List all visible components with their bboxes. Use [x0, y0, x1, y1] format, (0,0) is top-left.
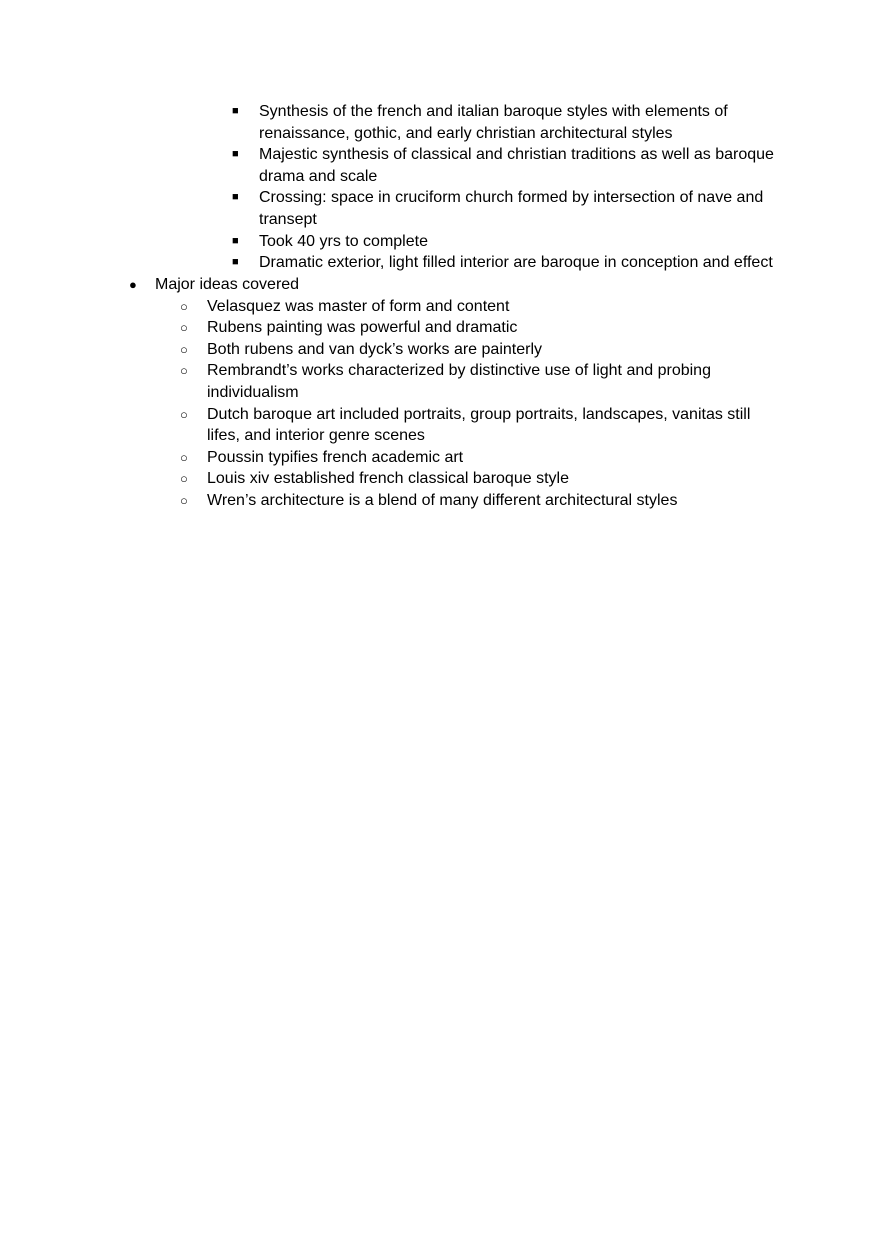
list-item-text: Rubens painting was powerful and dramatic: [207, 319, 518, 337]
list-item-text: Poussin typifies french academic art: [207, 448, 464, 466]
list-item-text: Synthesis of the french and italian baroque styles with elements of renaissance, gothic, and early christian architectural styles: [259, 103, 728, 142]
list-item: [180, 360, 767, 403]
major-ideas-list: [129, 274, 805, 512]
circle-bullet-icon: ○: [180, 363, 188, 379]
square-bullet-icon: ■: [232, 256, 239, 269]
list-item: [180, 468, 767, 490]
list-item: [180, 296, 767, 318]
major-ideas-heading: Major ideas covered: [155, 276, 300, 293]
list-item-text: Took 40 yrs to complete: [259, 232, 428, 250]
major-ideas-section: [129, 274, 805, 512]
list-item: [180, 404, 767, 447]
major-ideas-items: [180, 296, 767, 512]
list-item-text: Wren’s architecture is a blend of many different architectural styles: [207, 491, 678, 509]
circle-bullet-icon: ○: [180, 341, 188, 357]
list-item-text: Velasquez was master of form and content: [207, 297, 510, 315]
circle-bullet-icon: ○: [180, 406, 188, 422]
list-item: [180, 490, 767, 512]
list-item-text: Majestic synthesis of classical and christian traditions as well as baroque drama and scale: [259, 146, 774, 185]
list-item-text: Dutch baroque art included portraits, group portraits, landscapes, vanitas still lifes, and interior genre scenes: [207, 405, 751, 445]
circle-bullet-icon: ○: [180, 449, 188, 465]
list-item: [180, 339, 767, 361]
list-item: [232, 252, 789, 274]
square-bullet-icon: ■: [232, 191, 239, 204]
list-item: [232, 144, 789, 187]
circle-bullet-icon: ○: [180, 320, 188, 336]
list-item: [180, 317, 767, 339]
square-bullet-icon: ■: [232, 105, 239, 117]
architecture-points-list: [232, 101, 789, 274]
square-bullet-icon: ■: [232, 148, 239, 161]
square-bullet-icon: ■: [232, 234, 239, 247]
list-item-text: Dramatic exterior, light filled interior are baroque in conception and effect: [259, 254, 773, 272]
list-item: [232, 101, 789, 144]
list-item-text: Rembrandt’s works characterized by distinctive use of light and probing individualism: [207, 362, 711, 401]
circle-bullet-icon: ○: [180, 471, 188, 487]
list-item-text: Both rubens and van dyck’s works are painterly: [207, 340, 542, 358]
list-item-text: Crossing: space in cruciform church formed by intersection of nave and transept: [259, 189, 764, 228]
list-item: [180, 447, 767, 469]
list-item: [232, 187, 789, 230]
list-item: [232, 231, 789, 253]
circle-bullet-icon: ○: [180, 492, 188, 508]
list-item-text: Louis xiv established french classical baroque style: [207, 470, 569, 488]
disc-bullet-icon: ●: [129, 277, 137, 292]
circle-bullet-icon: ○: [180, 298, 188, 314]
